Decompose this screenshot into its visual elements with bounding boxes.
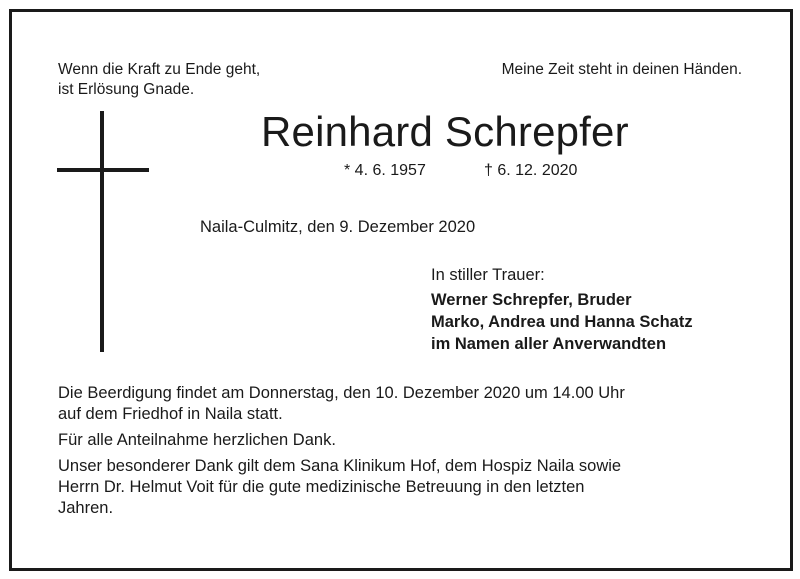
funeral-line-2: auf dem Friedhof in Naila statt. bbox=[58, 405, 283, 423]
quote-left-line-2: ist Erlösung Gnade. bbox=[58, 81, 195, 98]
quote-right: Meine Zeit steht in deinen Händen. bbox=[501, 61, 742, 78]
cross-horizontal-bar bbox=[57, 168, 149, 172]
special-thanks-line-1: Unser besonderer Dank gilt dem Sana Klinikum Hof, dem Hospiz Naila sowie bbox=[58, 457, 622, 475]
mourner-line-1: Werner Schrepfer, Bruder bbox=[431, 291, 632, 309]
quote-left-line-1: Wenn die Kraft zu Ende geht, bbox=[58, 61, 261, 78]
mourning-intro: In stiller Trauer: bbox=[431, 266, 545, 284]
thanks-text: Für alle Anteilnahme herzlichen Dank. bbox=[58, 431, 336, 449]
mourners-list bbox=[431, 289, 693, 355]
birth-date: * 4. 6. 1957 bbox=[344, 162, 426, 179]
special-thanks bbox=[58, 456, 621, 519]
quote-left bbox=[58, 60, 260, 100]
funeral-line-1: Die Beerdigung findet am Donnerstag, den 10. Dezember 2020 um 14.00 Uhr bbox=[58, 384, 625, 402]
funeral-info bbox=[58, 383, 625, 425]
place-date: Naila-Culmitz, den 9. Dezember 2020 bbox=[200, 218, 476, 236]
deceased-name: Reinhard Schrepfer bbox=[261, 108, 629, 155]
mourner-line-3: im Namen aller Anverwandten bbox=[431, 335, 667, 353]
special-thanks-line-2: Herrn Dr. Helmut Voit für die gute medizinische Betreuung in den letzten bbox=[58, 478, 585, 496]
cross-vertical-bar bbox=[100, 111, 104, 352]
death-date: † 6. 12. 2020 bbox=[484, 162, 578, 179]
mourner-line-2: Marko, Andrea und Hanna Schatz bbox=[431, 313, 693, 331]
special-thanks-line-3: Jahren. bbox=[58, 499, 114, 517]
